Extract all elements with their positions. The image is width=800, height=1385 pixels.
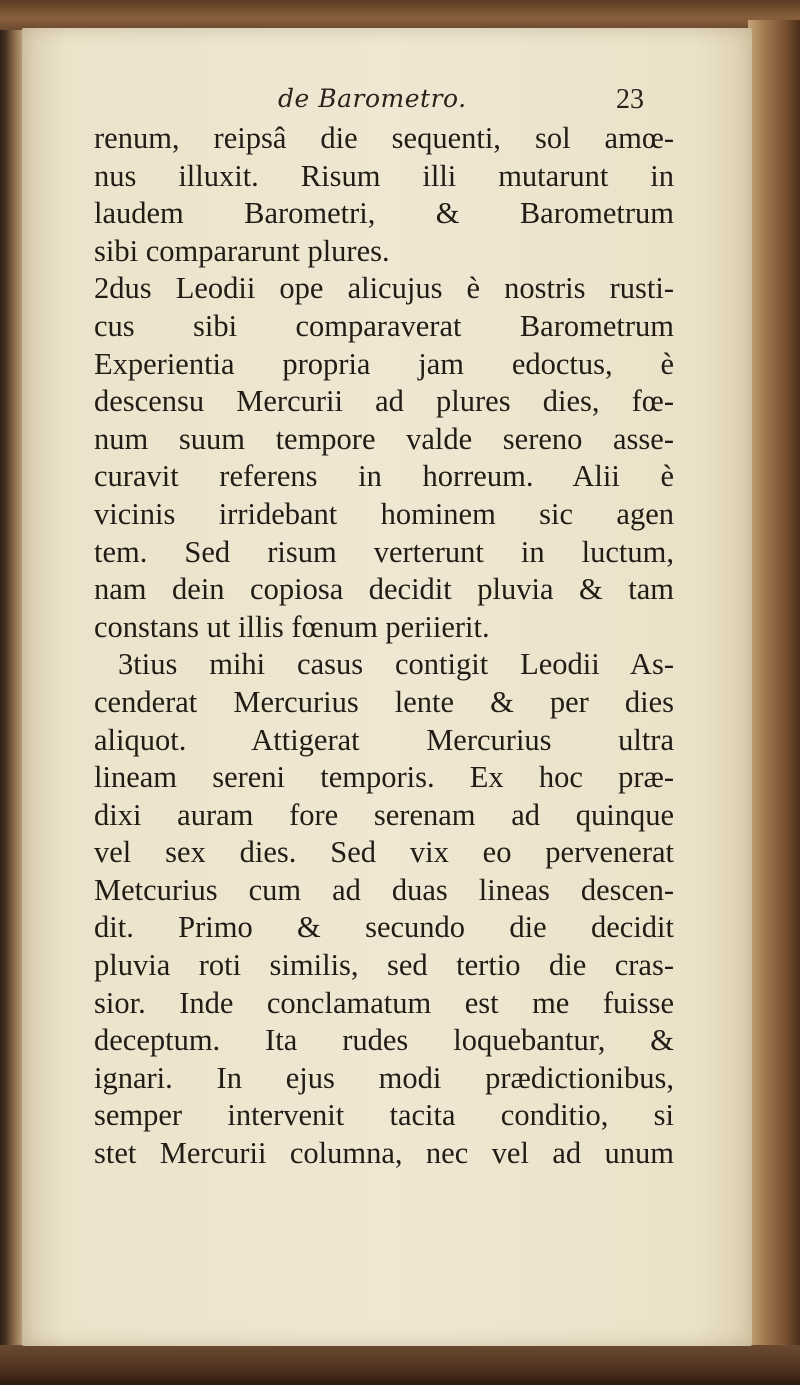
text-line: pluvia roti similis, sed tertio die cras- — [94, 948, 674, 983]
book-board-top-edge — [0, 0, 800, 30]
text-line: Experientia propria jam edoctus, è — [94, 346, 674, 381]
page-header — [92, 78, 652, 118]
text-line: vicinis irridebant hominem sic agen — [94, 496, 674, 531]
text-line: lineam sereni temporis. Ex hoc præ- — [94, 760, 674, 795]
text-line: sior. Inde conclamatum est me fuisse — [94, 985, 674, 1020]
text-line: constans ut illis fœnum periierit. — [94, 609, 490, 644]
text-line: nus illuxit. Risum illi mutarunt in — [94, 158, 674, 193]
text-line: Metcurius cum ad duas lineas descen- — [94, 872, 674, 907]
text-line: ignari. In ejus modi prædictionibus, — [94, 1060, 674, 1095]
text-line: cenderat Mercurius lente & per dies — [94, 684, 674, 719]
text-line: 2dus Leodii ope alicujus è nostris rusti- — [94, 271, 674, 306]
text-line: descensu Mercurii ad plures dies, fœ- — [94, 384, 674, 419]
text-line: 3tius mihi casus contigit Leodii As- — [118, 647, 674, 682]
text-line: num suum tempore valde sereno asse- — [94, 421, 674, 456]
text-line: semper intervenit tacita conditio, si — [94, 1098, 674, 1133]
text-line: dixi auram fore serenam ad quinque — [94, 797, 674, 832]
text-line: dit. Primo & secundo die decidit — [94, 910, 674, 945]
text-line: renum, reipsâ die sequenti, sol amœ- — [94, 121, 674, 155]
text-line: vel sex dies. Sed vix eo pervenerat — [94, 835, 674, 870]
body-text — [94, 120, 674, 1173]
book-page — [22, 28, 752, 1346]
text-line: aliquot. Attigerat Mercurius ultra — [94, 722, 674, 757]
text-line: stet Mercurii columna, nec vel ad unum — [94, 1136, 674, 1171]
text-line: nam dein copiosa decidit pluvia & tam — [94, 572, 674, 607]
text-line: tem. Sed risum verterunt in luctum, — [94, 534, 674, 569]
book-board-bottom-edge — [0, 1345, 800, 1385]
text-line: sibi compararunt plures. — [94, 233, 390, 268]
page-number: 23 — [616, 84, 644, 115]
book-board-right-edge — [748, 20, 800, 1360]
text-line: curavit referens in horreum. Alii è — [94, 459, 674, 494]
text-line: laudem Barometri, & Barometrum — [94, 196, 674, 231]
running-head: de Barometro. — [278, 84, 467, 113]
text-line: deceptum. Ita rudes loquebantur, & — [94, 1023, 674, 1058]
text-line: cus sibi comparaverat Barometrum — [94, 308, 674, 343]
